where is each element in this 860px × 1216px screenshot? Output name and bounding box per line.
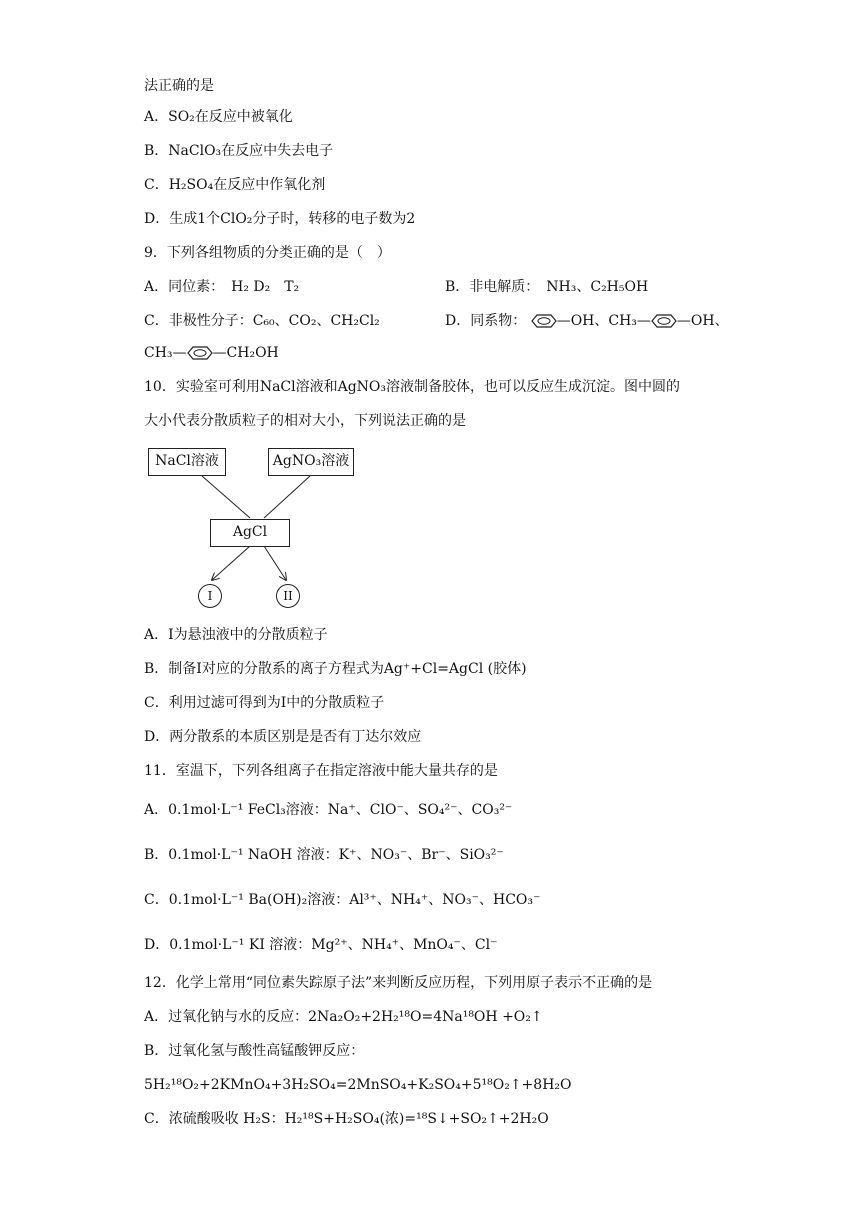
q9-option-b: B．非电解质： NH₃、C₂H₅OH xyxy=(445,279,649,295)
q12-stem: 12．化学上常用“同位素失踪原子法”来判断反应历程，下列用原子表示不正确的是 xyxy=(144,975,653,991)
q11-option-c: C．0.1mol·L⁻¹ Ba(OH)₂溶液：Al³⁺、NH₄⁺、NO₃⁻、HCO₃⁻ xyxy=(144,892,541,908)
agno3-solution-box: AgNO₃溶液 xyxy=(268,448,354,476)
agcl-box: AgCl xyxy=(210,519,290,547)
q10-option-d: D．两分散系的本质区别是是否有丁达尔效应 xyxy=(144,729,422,745)
q9-option-d-part1: —OH、CH₃— xyxy=(556,313,651,329)
q9-option-d xyxy=(445,311,729,331)
q9-option-d-line2 xyxy=(144,343,279,363)
q11-option-d: D．0.1mol·L⁻¹ KI 溶液：Mg²⁺、NH₄⁺、MnO₄⁻、Cl⁻ xyxy=(144,937,498,953)
q9-option-d-line2-pre: CH₃— xyxy=(144,345,187,361)
q9-option-c: C．非极性分子：C₆₀、CO₂、CH₂Cl₂ xyxy=(144,313,380,329)
q12-option-c: C．浓硫酸吸收 H₂S：H₂¹⁸S+H₂SO₄(浓)=¹⁸S↓+SO₂↑+2H₂O xyxy=(144,1111,549,1127)
q12-option-a: A．过氧化钠与水的反应：2Na₂O₂+2H₂¹⁸O=4Na¹⁸OH +O₂↑ xyxy=(144,1009,543,1025)
q12-option-b: B．过氧化氢与酸性高锰酸钾反应： xyxy=(144,1043,365,1059)
q10-stem-line1: 10．实验室可利用NaCl溶液和AgNO₃溶液制备胶体，也可以反应生成沉淀。图中圆的 xyxy=(144,379,681,395)
q9-stem: 9．下列各组物质的分类正确的是（ ） xyxy=(144,245,391,261)
q10-stem-line2: 大小代表分散质粒子的相对大小，下列说法正确的是 xyxy=(144,413,466,429)
q10-option-b: B．制备I对应的分散系的离子方程式为Ag⁺+Cl=AgCl (胶体) xyxy=(144,661,527,677)
q11-option-b: B．0.1mol·L⁻¹ NaOH 溶液：K⁺、NO₃⁻、Br⁻、SiO₃²⁻ xyxy=(144,847,504,863)
q9-option-d-part2: —OH、 xyxy=(676,313,729,329)
q11-option-a: A．0.1mol·L⁻¹ FeCl₃溶液：Na⁺、ClO⁻、SO₄²⁻、CO₃²⁻ xyxy=(144,802,513,818)
q8-option-b: B．NaClO₃在反应中失去电子 xyxy=(144,143,334,159)
particle-circle-ii: II xyxy=(276,584,300,608)
q12-option-b-equation: 5H₂¹⁸O₂+2KMnO₄+3H₂SO₄=2MnSO₄+K₂SO₄+5¹⁸O₂↑+8H₂O xyxy=(144,1077,572,1093)
particle-circle-i: I xyxy=(198,584,222,608)
q10-option-c: C．利用过滤可得到为I中的分散质粒子 xyxy=(144,695,385,711)
q8-stem-tail: 法正确的是 xyxy=(144,78,214,94)
nacl-solution-box: NaCl溶液 xyxy=(148,448,226,476)
q8-option-a: A．SO₂在反应中被氧化 xyxy=(144,109,293,125)
q8-option-c: C．H₂SO₄在反应中作氧化剂 xyxy=(144,177,326,193)
q8-option-d: D．生成1个ClO₂分子时，转移的电子数为2 xyxy=(144,211,416,227)
q10-option-a: A．I为悬浊液中的分散质粒子 xyxy=(144,627,328,643)
q11-stem: 11．室温下，下列各组离子在指定溶液中能大量共存的是 xyxy=(144,763,498,779)
q9-option-d-line2-post: —CH₂OH xyxy=(212,345,279,361)
q9-option-a: A．同位素： H₂ D₂ T₂ xyxy=(144,279,300,295)
q9-option-d-label: D．同系物： xyxy=(445,313,527,329)
benzene-ring-icon xyxy=(651,314,677,328)
benzene-ring-icon xyxy=(531,314,557,328)
benzene-ring-icon xyxy=(187,346,213,360)
